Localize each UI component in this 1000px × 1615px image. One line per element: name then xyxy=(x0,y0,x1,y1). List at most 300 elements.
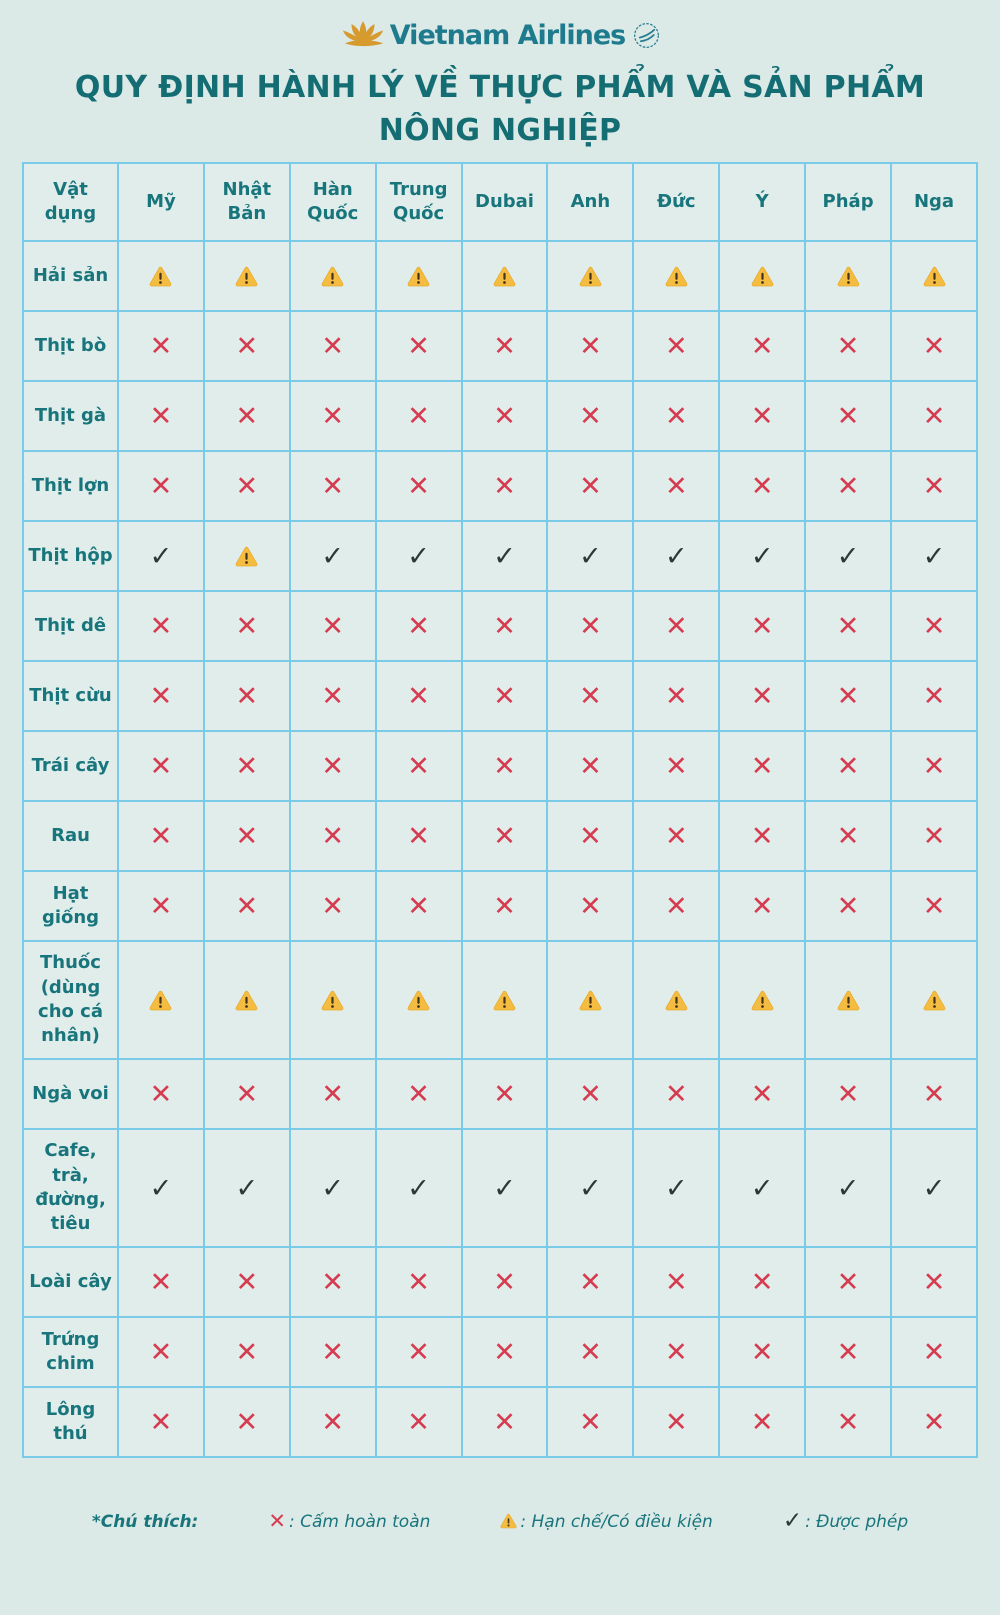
status-cell xyxy=(204,1059,290,1129)
status-cell xyxy=(376,1387,462,1457)
prohibited-x-icon: ✕ xyxy=(664,1078,688,1110)
warning-triangle-icon xyxy=(579,266,602,287)
row-label: Hạt giống xyxy=(23,871,118,941)
status-cell xyxy=(633,1317,719,1387)
status-cell xyxy=(204,451,290,521)
status-cell xyxy=(376,1317,462,1387)
status-cell xyxy=(805,241,891,311)
prohibited-x-icon: ✕ xyxy=(407,1078,430,1110)
prohibited-x-icon: ✕ xyxy=(664,750,688,782)
status-cell xyxy=(290,381,376,451)
status-cell xyxy=(204,1387,290,1457)
prohibited-x-icon: ✕ xyxy=(579,1406,602,1438)
status-cell xyxy=(118,241,204,311)
allowed-check-icon: ✓ xyxy=(750,540,774,572)
table-row xyxy=(23,1387,977,1457)
status-cell xyxy=(290,1387,376,1457)
column-header-country: Đức xyxy=(633,163,719,241)
lotus-icon xyxy=(340,19,386,52)
status-cell xyxy=(290,1247,376,1317)
warning-triangle-icon xyxy=(579,990,602,1011)
row-label: Hải sản xyxy=(23,241,118,311)
prohibited-x-icon: ✕ xyxy=(493,1078,516,1110)
status-cell xyxy=(462,451,548,521)
skyteam-icon xyxy=(629,22,660,49)
prohibited-x-icon: ✕ xyxy=(321,330,345,362)
status-cell xyxy=(805,801,891,871)
prohibited-x-icon: ✕ xyxy=(407,1266,430,1298)
prohibited-x-icon: ✕ xyxy=(149,820,173,852)
status-cell xyxy=(633,451,719,521)
legend xyxy=(0,1510,1000,1533)
status-cell xyxy=(891,1129,977,1247)
column-header-country: Dubai xyxy=(462,163,548,241)
warning-triangle-icon xyxy=(837,990,860,1011)
prohibited-x-icon: ✕ xyxy=(664,680,688,712)
allowed-check-icon: ✓ xyxy=(579,1172,602,1204)
prohibited-x-icon: ✕ xyxy=(664,1406,688,1438)
status-cell xyxy=(891,941,977,1059)
prohibited-x-icon: ✕ xyxy=(836,610,860,642)
status-cell xyxy=(290,871,376,941)
allowed-check-icon: ✓ xyxy=(235,1172,259,1204)
prohibited-x-icon: ✕ xyxy=(579,1336,602,1368)
prohibited-x-icon: ✕ xyxy=(235,1336,259,1368)
status-cell xyxy=(118,1059,204,1129)
status-cell xyxy=(290,591,376,661)
status-cell xyxy=(805,521,891,591)
prohibited-x-icon: ✕ xyxy=(321,680,345,712)
prohibited-x-icon: ✕ xyxy=(579,610,602,642)
status-cell xyxy=(376,871,462,941)
status-cell xyxy=(290,661,376,731)
prohibited-x-icon: ✕ xyxy=(750,750,774,782)
prohibited-x-icon: ✕ xyxy=(836,1336,860,1368)
status-cell xyxy=(633,591,719,661)
prohibited-x-icon: ✕ xyxy=(664,400,688,432)
status-cell xyxy=(376,801,462,871)
prohibited-x-icon: ✕ xyxy=(922,330,946,362)
prohibited-x-icon: ✕ xyxy=(750,610,774,642)
table-row xyxy=(23,241,977,311)
status-cell xyxy=(290,1317,376,1387)
status-cell xyxy=(719,1247,805,1317)
prohibited-x-icon: ✕ xyxy=(493,1336,516,1368)
prohibited-x-icon: ✕ xyxy=(493,820,516,852)
column-header-country: Nga xyxy=(891,163,977,241)
prohibited-x-icon: ✕ xyxy=(235,400,259,432)
prohibited-x-icon: ✕ xyxy=(407,820,430,852)
table-row xyxy=(23,381,977,451)
column-header-country: Hàn Quốc xyxy=(290,163,376,241)
warning-triangle-icon xyxy=(500,1513,517,1530)
prohibited-x-icon: ✕ xyxy=(579,820,602,852)
status-cell xyxy=(891,1247,977,1317)
warning-triangle-icon xyxy=(493,266,516,287)
status-cell xyxy=(719,871,805,941)
status-cell xyxy=(118,941,204,1059)
prohibited-x-icon: ✕ xyxy=(149,330,173,362)
status-cell xyxy=(547,1129,633,1247)
status-cell xyxy=(462,1129,548,1247)
status-cell xyxy=(633,241,719,311)
table-row xyxy=(23,801,977,871)
status-cell xyxy=(118,1387,204,1457)
status-cell xyxy=(805,1317,891,1387)
prohibited-x-icon: ✕ xyxy=(235,330,259,362)
prohibited-x-icon: ✕ xyxy=(149,1266,173,1298)
status-cell xyxy=(290,1129,376,1247)
allowed-check-icon: ✓ xyxy=(407,1172,430,1204)
legend-item-label: : Được phép xyxy=(805,1511,909,1532)
status-cell xyxy=(204,591,290,661)
prohibited-x-icon: ✕ xyxy=(321,610,345,642)
status-cell xyxy=(376,381,462,451)
status-cell xyxy=(118,381,204,451)
prohibited-x-icon: ✕ xyxy=(235,890,259,922)
allowed-check-icon: ✓ xyxy=(922,1172,946,1204)
status-cell xyxy=(547,451,633,521)
status-cell xyxy=(547,1317,633,1387)
row-label: Thịt hộp xyxy=(23,521,118,591)
warning-triangle-icon xyxy=(407,990,430,1011)
prohibited-x-icon: ✕ xyxy=(493,470,516,502)
status-cell xyxy=(719,451,805,521)
prohibited-x-icon: ✕ xyxy=(750,400,774,432)
prohibited-x-icon: ✕ xyxy=(750,470,774,502)
status-cell xyxy=(891,871,977,941)
prohibited-x-icon: ✕ xyxy=(836,1406,860,1438)
status-cell xyxy=(376,591,462,661)
prohibited-x-icon: ✕ xyxy=(922,400,946,432)
warning-triangle-icon xyxy=(751,266,774,287)
prohibited-x-icon: ✕ xyxy=(235,1266,259,1298)
prohibited-x-icon: ✕ xyxy=(579,750,602,782)
status-cell xyxy=(891,451,977,521)
status-cell xyxy=(719,381,805,451)
status-cell xyxy=(719,591,805,661)
status-cell xyxy=(633,871,719,941)
warning-triangle-icon xyxy=(149,266,172,287)
table-header xyxy=(23,163,977,241)
prohibited-x-icon: ✕ xyxy=(836,1078,860,1110)
status-cell xyxy=(118,871,204,941)
legend-item-label: : Hạn chế/Có điều kiện xyxy=(520,1511,713,1532)
page-title-line2: NÔNG NGHIỆP xyxy=(378,113,622,148)
legend-item-label: : Cấm hoàn toàn xyxy=(288,1511,431,1532)
prohibited-x-icon: ✕ xyxy=(922,1406,946,1438)
status-cell xyxy=(204,381,290,451)
status-cell xyxy=(376,941,462,1059)
prohibited-x-icon: ✕ xyxy=(579,890,602,922)
row-label: Thịt cừu xyxy=(23,661,118,731)
status-cell xyxy=(805,381,891,451)
prohibited-x-icon: ✕ xyxy=(836,330,860,362)
status-cell xyxy=(462,521,548,591)
status-cell xyxy=(633,1387,719,1457)
prohibited-x-icon: ✕ xyxy=(149,680,173,712)
prohibited-x-icon: ✕ xyxy=(664,470,688,502)
row-label: Thịt dê xyxy=(23,591,118,661)
status-cell xyxy=(719,1129,805,1247)
status-cell xyxy=(719,1059,805,1129)
table-row xyxy=(23,1317,977,1387)
prohibited-x-icon: ✕ xyxy=(750,820,774,852)
status-cell xyxy=(891,521,977,591)
row-label: Thuốc (dùng cho cá nhân) xyxy=(23,941,118,1059)
prohibited-x-icon: ✕ xyxy=(321,1078,345,1110)
prohibited-x-icon: ✕ xyxy=(268,1509,286,1533)
prohibited-x-icon: ✕ xyxy=(664,330,688,362)
status-cell xyxy=(805,311,891,381)
status-cell xyxy=(118,801,204,871)
prohibited-x-icon: ✕ xyxy=(235,470,259,502)
legend-item xyxy=(500,1510,712,1533)
prohibited-x-icon: ✕ xyxy=(235,820,259,852)
status-cell xyxy=(891,801,977,871)
warning-triangle-icon xyxy=(665,990,688,1011)
status-cell xyxy=(719,241,805,311)
prohibited-x-icon: ✕ xyxy=(321,400,345,432)
legend-item xyxy=(268,1510,430,1533)
status-cell xyxy=(118,1247,204,1317)
prohibited-x-icon: ✕ xyxy=(321,1266,345,1298)
column-header-country: Mỹ xyxy=(118,163,204,241)
status-cell xyxy=(290,311,376,381)
prohibited-x-icon: ✕ xyxy=(922,470,946,502)
prohibited-x-icon: ✕ xyxy=(750,1406,774,1438)
warning-triangle-icon xyxy=(751,990,774,1011)
prohibited-x-icon: ✕ xyxy=(321,820,345,852)
row-label: Cafe, trà, đường, tiêu xyxy=(23,1129,118,1247)
prohibited-x-icon: ✕ xyxy=(922,610,946,642)
prohibited-x-icon: ✕ xyxy=(235,1406,259,1438)
prohibited-x-icon: ✕ xyxy=(836,820,860,852)
status-cell xyxy=(290,241,376,311)
status-cell xyxy=(719,1317,805,1387)
prohibited-x-icon: ✕ xyxy=(149,1078,173,1110)
status-cell xyxy=(204,871,290,941)
status-cell xyxy=(805,661,891,731)
column-header-country: Trung Quốc xyxy=(376,163,462,241)
warning-triangle-icon xyxy=(923,266,946,287)
prohibited-x-icon: ✕ xyxy=(922,1078,946,1110)
status-cell xyxy=(290,451,376,521)
status-cell xyxy=(633,381,719,451)
prohibited-x-icon: ✕ xyxy=(664,610,688,642)
row-label: Ngà voi xyxy=(23,1059,118,1129)
row-label: Thịt lợn xyxy=(23,451,118,521)
prohibited-x-icon: ✕ xyxy=(579,330,602,362)
table-row xyxy=(23,1059,977,1129)
status-cell xyxy=(204,661,290,731)
status-cell xyxy=(376,311,462,381)
status-cell xyxy=(376,661,462,731)
prohibited-x-icon: ✕ xyxy=(579,1266,602,1298)
allowed-check-icon: ✓ xyxy=(579,540,602,572)
brand-logo xyxy=(0,0,1000,54)
allowed-check-icon: ✓ xyxy=(493,540,516,572)
prohibited-x-icon: ✕ xyxy=(664,820,688,852)
prohibited-x-icon: ✕ xyxy=(407,470,430,502)
table-row xyxy=(23,591,977,661)
status-cell xyxy=(891,661,977,731)
status-cell xyxy=(633,311,719,381)
status-cell xyxy=(547,591,633,661)
brand-name: Vietnam Airlines xyxy=(389,19,626,51)
allowed-check-icon: ✓ xyxy=(922,540,946,572)
status-cell xyxy=(462,241,548,311)
column-header-country: Pháp xyxy=(805,163,891,241)
status-cell xyxy=(891,1387,977,1457)
legend-item xyxy=(783,1510,908,1533)
header-row xyxy=(23,163,977,241)
prohibited-x-icon: ✕ xyxy=(321,470,345,502)
prohibited-x-icon: ✕ xyxy=(836,400,860,432)
prohibited-x-icon: ✕ xyxy=(407,750,430,782)
prohibited-x-icon: ✕ xyxy=(922,750,946,782)
prohibited-x-icon: ✕ xyxy=(664,890,688,922)
status-cell xyxy=(547,241,633,311)
prohibited-x-icon: ✕ xyxy=(922,1336,946,1368)
status-cell xyxy=(547,731,633,801)
status-cell xyxy=(204,1247,290,1317)
allowed-check-icon: ✓ xyxy=(664,1172,688,1204)
prohibited-x-icon: ✕ xyxy=(149,610,173,642)
status-cell xyxy=(891,731,977,801)
status-cell xyxy=(891,241,977,311)
prohibited-x-icon: ✕ xyxy=(493,330,516,362)
status-cell xyxy=(547,1059,633,1129)
status-cell xyxy=(633,661,719,731)
prohibited-x-icon: ✕ xyxy=(149,750,173,782)
status-cell xyxy=(805,731,891,801)
table-row xyxy=(23,661,977,731)
status-cell xyxy=(118,1317,204,1387)
prohibited-x-icon: ✕ xyxy=(579,680,602,712)
prohibited-x-icon: ✕ xyxy=(493,750,516,782)
warning-triangle-icon xyxy=(321,990,344,1011)
regulations-table xyxy=(22,162,978,1458)
status-cell xyxy=(805,1387,891,1457)
prohibited-x-icon: ✕ xyxy=(493,400,516,432)
status-cell xyxy=(633,1247,719,1317)
status-cell xyxy=(204,241,290,311)
status-cell xyxy=(805,941,891,1059)
status-cell xyxy=(118,521,204,591)
warning-triangle-icon xyxy=(321,266,344,287)
status-cell xyxy=(891,311,977,381)
prohibited-x-icon: ✕ xyxy=(836,470,860,502)
status-cell xyxy=(290,801,376,871)
prohibited-x-icon: ✕ xyxy=(149,400,173,432)
prohibited-x-icon: ✕ xyxy=(321,1336,345,1368)
legend-items xyxy=(268,1510,908,1533)
prohibited-x-icon: ✕ xyxy=(235,1078,259,1110)
status-cell xyxy=(118,311,204,381)
row-label: Trái cây xyxy=(23,731,118,801)
table-row xyxy=(23,1129,977,1247)
status-cell xyxy=(633,801,719,871)
prohibited-x-icon: ✕ xyxy=(407,1406,430,1438)
row-label: Rau xyxy=(23,801,118,871)
status-cell xyxy=(462,941,548,1059)
status-cell xyxy=(376,521,462,591)
status-cell xyxy=(376,731,462,801)
status-cell xyxy=(805,1059,891,1129)
prohibited-x-icon: ✕ xyxy=(922,820,946,852)
prohibited-x-icon: ✕ xyxy=(750,680,774,712)
status-cell xyxy=(891,591,977,661)
allowed-check-icon: ✓ xyxy=(321,540,345,572)
status-cell xyxy=(376,1059,462,1129)
status-cell xyxy=(462,1317,548,1387)
prohibited-x-icon: ✕ xyxy=(321,750,345,782)
status-cell xyxy=(290,731,376,801)
warning-triangle-icon xyxy=(149,990,172,1011)
status-cell xyxy=(462,311,548,381)
status-cell xyxy=(633,731,719,801)
status-cell xyxy=(547,801,633,871)
status-cell xyxy=(204,521,290,591)
status-cell xyxy=(462,661,548,731)
prohibited-x-icon: ✕ xyxy=(836,680,860,712)
status-cell xyxy=(891,1317,977,1387)
prohibited-x-icon: ✕ xyxy=(750,890,774,922)
prohibited-x-icon: ✕ xyxy=(149,1406,173,1438)
table-row xyxy=(23,731,977,801)
prohibited-x-icon: ✕ xyxy=(750,1078,774,1110)
status-cell xyxy=(547,941,633,1059)
prohibited-x-icon: ✕ xyxy=(149,470,173,502)
prohibited-x-icon: ✕ xyxy=(493,890,516,922)
warning-triangle-icon xyxy=(665,266,688,287)
prohibited-x-icon: ✕ xyxy=(493,610,516,642)
status-cell xyxy=(462,1387,548,1457)
status-cell xyxy=(719,311,805,381)
prohibited-x-icon: ✕ xyxy=(579,400,602,432)
column-header-country: Anh xyxy=(547,163,633,241)
status-cell xyxy=(376,1247,462,1317)
prohibited-x-icon: ✕ xyxy=(579,470,602,502)
allowed-check-icon: ✓ xyxy=(493,1172,516,1204)
table-body xyxy=(23,241,977,1457)
status-cell xyxy=(719,801,805,871)
status-cell xyxy=(719,1387,805,1457)
prohibited-x-icon: ✕ xyxy=(407,400,430,432)
status-cell xyxy=(805,591,891,661)
status-cell xyxy=(462,731,548,801)
prohibited-x-icon: ✕ xyxy=(235,610,259,642)
prohibited-x-icon: ✕ xyxy=(235,680,259,712)
prohibited-x-icon: ✕ xyxy=(922,680,946,712)
warning-triangle-icon xyxy=(923,990,946,1011)
status-cell xyxy=(719,661,805,731)
status-cell xyxy=(376,241,462,311)
allowed-check-icon: ✓ xyxy=(782,1508,803,1534)
warning-triangle-icon xyxy=(235,990,258,1011)
status-cell xyxy=(376,1129,462,1247)
row-label: Thịt bò xyxy=(23,311,118,381)
page-title-line1: QUY ĐỊNH HÀNH LÝ VỀ THỰC PHẨM VÀ SẢN PHẨM xyxy=(74,70,926,105)
allowed-check-icon: ✓ xyxy=(321,1172,345,1204)
column-header-country: Ý xyxy=(719,163,805,241)
status-cell xyxy=(547,381,633,451)
row-label: Loài cây xyxy=(23,1247,118,1317)
prohibited-x-icon: ✕ xyxy=(750,330,774,362)
status-cell xyxy=(805,451,891,521)
row-label: Trứng chim xyxy=(23,1317,118,1387)
